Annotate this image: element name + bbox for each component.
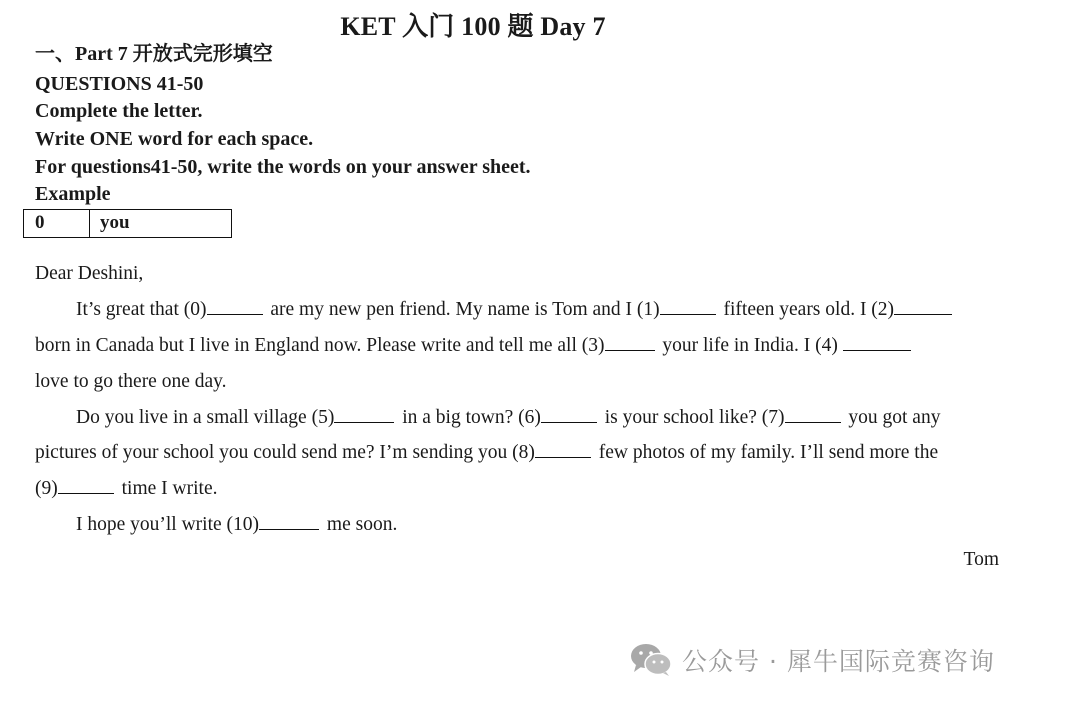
letter-text: are my new pen friend. My name is Tom and I (1) (265, 299, 660, 320)
letter-text: is your school like? (7) (599, 407, 785, 428)
letter-text: It’s great that (0) (76, 299, 207, 320)
example-number: 0 (24, 210, 90, 237)
blank-10[interactable] (259, 513, 319, 530)
blank-3[interactable] (605, 334, 655, 351)
letter-text: I hope you’ll write (10) (76, 514, 260, 535)
letter-line (35, 441, 938, 465)
letter-line (76, 513, 397, 537)
letter-line: love to go there one day. (35, 371, 227, 392)
blank-2[interactable] (894, 298, 952, 315)
instruction-complete: Complete the letter. (35, 100, 203, 122)
instruction-one-word: Write ONE word for each space. (35, 128, 314, 150)
letter-line (76, 406, 940, 430)
letter-text: born in Canada but I live in England now. Please write and tell me all (3) (35, 335, 605, 356)
blank-0[interactable] (207, 298, 263, 315)
letter-greeting: Dear Deshini, (35, 263, 144, 284)
section-heading: 一、Part 7 开放式完形填空 (35, 43, 273, 65)
letter-text: fifteen years old. I (2) (718, 299, 895, 320)
instruction-answer-sheet: For questions41-50, write the words on your answer sheet. (35, 156, 531, 178)
letter-text: me soon. (322, 514, 398, 535)
questions-range: QUESTIONS 41-50 (35, 73, 204, 95)
blank-4[interactable] (843, 334, 911, 351)
letter-text: few photos of my family. I’ll send more the (593, 442, 939, 463)
blank-5[interactable] (334, 406, 394, 423)
watermark-text: 公众号 · 犀牛国际竞赛咨询 (682, 647, 995, 676)
letter-text: your life in India. I (4) (657, 335, 843, 356)
example-answer: you (100, 212, 130, 233)
letter-signature: Tom (963, 549, 999, 570)
letter-text: time I write. (116, 478, 218, 499)
letter-text: (9) (35, 478, 58, 499)
letter-text: in a big town? (6) (397, 407, 541, 428)
example-label: Example (35, 183, 111, 205)
blank-1[interactable] (660, 298, 716, 315)
letter-line (35, 477, 217, 501)
example-table (23, 209, 232, 238)
letter-line (76, 298, 955, 322)
blank-9[interactable] (58, 477, 114, 494)
blank-7[interactable] (785, 406, 841, 423)
letter-text: you got any (843, 407, 941, 428)
watermark (630, 640, 995, 680)
page-title: KET 入门 100 题 Day 7 (340, 12, 606, 41)
letter-line (35, 334, 914, 358)
blank-8[interactable] (535, 441, 591, 458)
letter-text: pictures of your school you could send me? I’m sending you (8) (35, 442, 535, 463)
letter-text: Do you live in a small village (5) (76, 407, 335, 428)
blank-6[interactable] (541, 406, 597, 423)
wechat-icon (630, 643, 672, 677)
